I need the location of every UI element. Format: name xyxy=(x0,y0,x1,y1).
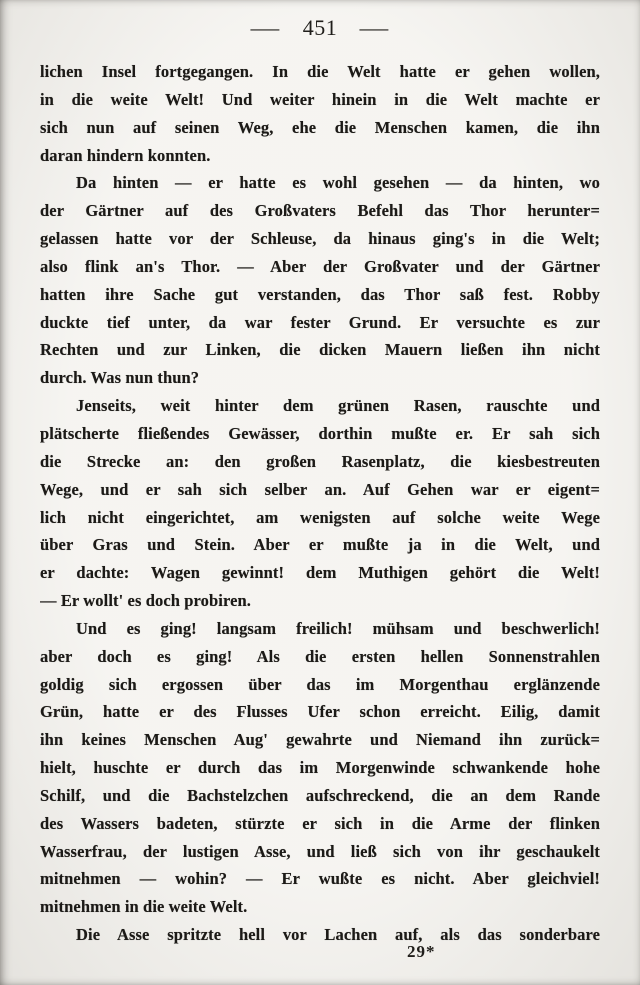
text-line: Und es ging! langsam freilich! mühsam und beschwerlich! xyxy=(76,618,600,638)
header-left-dash: — xyxy=(250,15,281,40)
text-line: Da hinten — er hatte es wohl gesehen — da hinten, wo xyxy=(76,173,600,193)
text-line: der Gärtner auf des Großvaters Befehl das Thor herunter= xyxy=(40,201,600,221)
body-text xyxy=(40,58,600,949)
text-line: — Er wollt' es doch probiren. xyxy=(40,591,252,611)
header-right-dash: — xyxy=(359,15,390,40)
text-line: also flink an's Thor. — Aber der Großvater und der Gärtner xyxy=(40,256,600,276)
paragraph xyxy=(40,615,600,921)
page-number: 451 xyxy=(302,15,338,40)
paragraph xyxy=(40,58,600,169)
text-line: lichen Insel fortgegangen. In die Welt hatte er gehen wollen, xyxy=(40,62,600,81)
text-line: des Wassers badeten, stürzte er sich in die Arme der flinken xyxy=(40,813,600,833)
text-line: sich nun auf seinen Weg, ehe die Menschen kamen, die ihn xyxy=(40,117,600,137)
text-line: die Strecke an: den großen Rasenplatz, die kiesbestreuten xyxy=(40,451,600,471)
text-line: in die weite Welt! Und weiter hinein in die Welt machte er xyxy=(40,89,600,109)
text-line: mitnehmen in die weite Welt. xyxy=(40,897,248,917)
text-line: Wege, und er sah sich selber an. Auf Gehen war er eigent= xyxy=(40,479,600,499)
text-line: über Gras und Stein. Aber er mußte ja in die Welt, und xyxy=(40,535,600,555)
paragraph xyxy=(40,392,600,615)
page-header xyxy=(0,15,640,41)
text-line: durch. Was nun thun? xyxy=(40,368,200,388)
text-line: aber doch es ging! Als die ersten hellen Sonnenstrahlen xyxy=(40,646,600,666)
text-line: hielt, huschte er durch das im Morgenwinde schwankende hohe xyxy=(40,758,600,778)
text-line: goldig sich ergossen über das im Morgenthau erglänzende xyxy=(40,674,600,694)
text-line: plätscherte fließendes Gewässer, dorthin mußte er. Er sah sich xyxy=(40,423,600,443)
text-line: Wasserfrau, der lustigen Asse, und ließ sich von ihr geschaukelt xyxy=(40,841,600,861)
text-line: Jenseits, weit hinter dem grünen Rasen, rauschte und xyxy=(76,396,600,416)
text-line: Grün, hatte er des Flusses Ufer schon erreicht. Eilig, damit xyxy=(40,702,600,722)
paragraph xyxy=(40,169,600,392)
text-line: daran hindern konnten. xyxy=(40,145,211,165)
text-line: duckte tief unter, da war fester Grund. Er versuchte es zur xyxy=(40,312,600,332)
signature-mark: 29* xyxy=(407,942,436,961)
text-line: er dachte: Wagen gewinnt! dem Muthigen gehört die Welt! xyxy=(40,563,600,583)
paragraph xyxy=(40,921,600,949)
text-line: hatten ihre Sache gut verstanden, das Thor saß fest. Robby xyxy=(40,284,600,304)
text-line: Rechten und zur Linken, die dicken Mauern ließen ihn nicht xyxy=(40,340,600,360)
text-line: Schilf, und die Bachstelzchen aufschreckend, die an dem Rande xyxy=(40,785,600,805)
text-line: mitnehmen — wohin? — Er wußte es nicht. Aber gleichviel! xyxy=(40,869,600,889)
text-line: lich nicht eingerichtet, am wenigsten auf solche weite Wege xyxy=(40,507,600,527)
text-line: Die Asse spritzte hell vor Lachen auf, als das sonderbare xyxy=(76,925,600,945)
text-line: gelassen hatte vor der Schleuse, da hinaus ging's in die Welt; xyxy=(40,229,600,249)
text-line: ihn keines Menschen Aug' gewahrte und Niemand ihn zurück= xyxy=(40,730,600,750)
